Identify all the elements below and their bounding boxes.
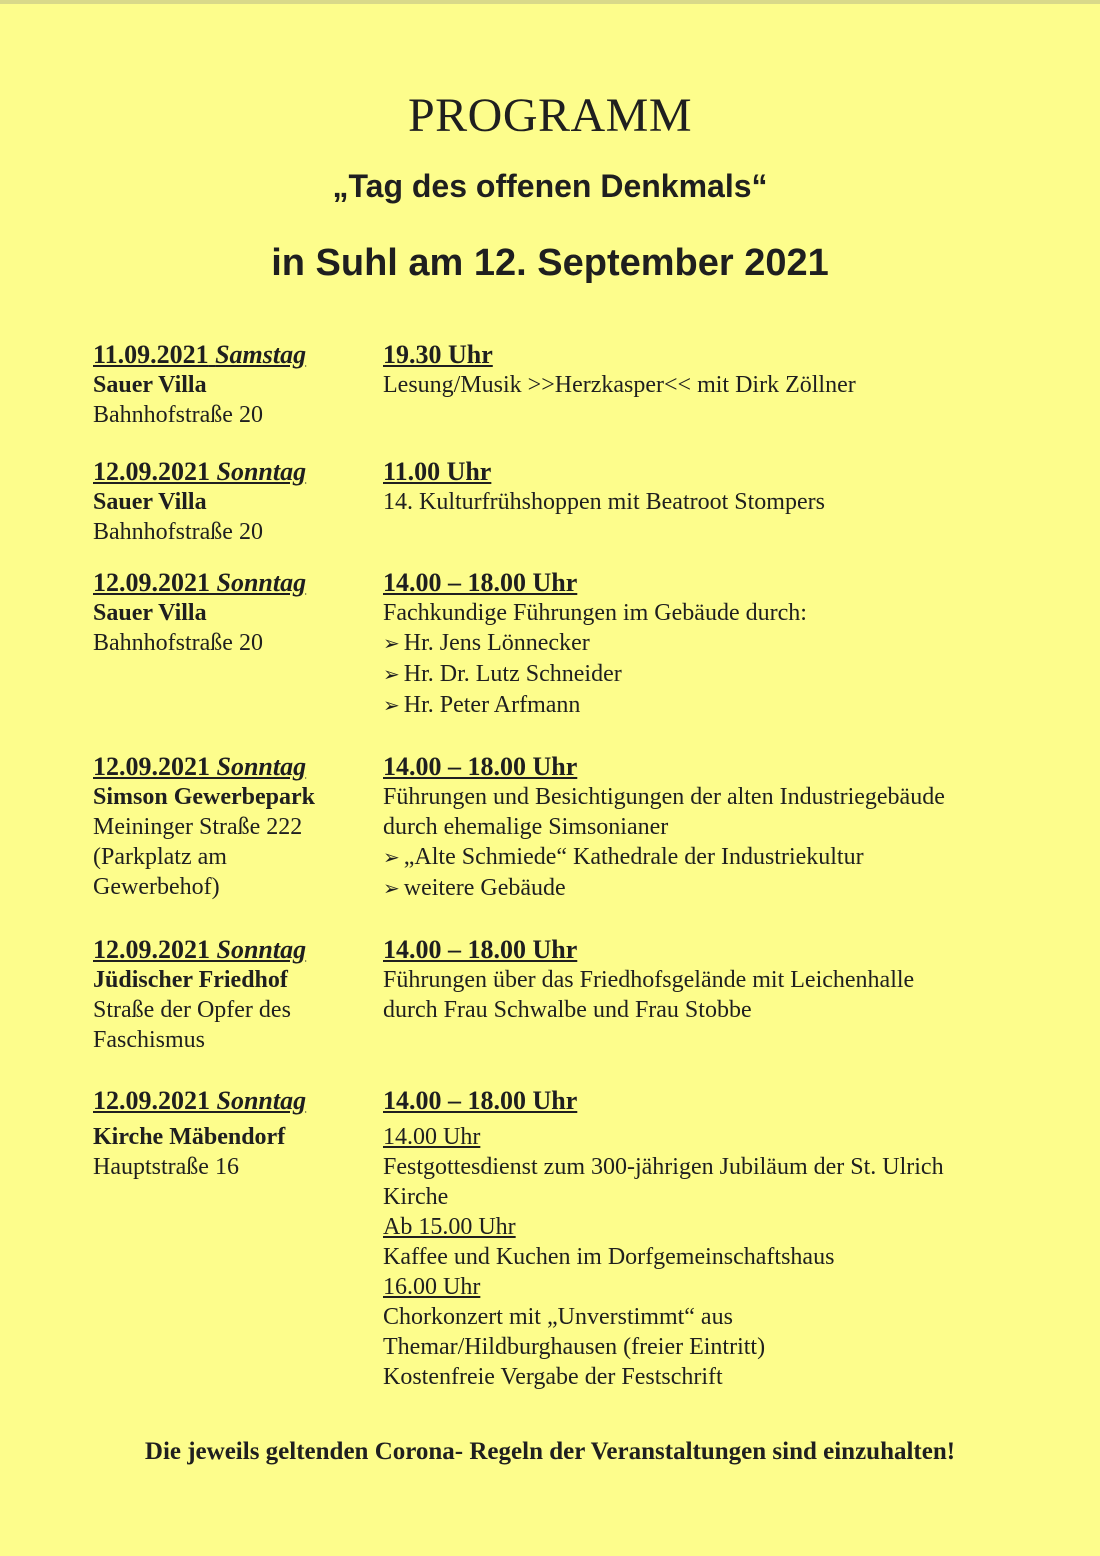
entry-location	[93, 752, 373, 902]
entry-day: Sonntag	[216, 752, 307, 781]
entry-detail: Lesung/Musik >>Herzkasper<< mit Dirk Zöllner	[383, 372, 856, 398]
entry-day: Sonntag	[216, 1086, 307, 1115]
entry-address: Hauptstraße 16	[93, 1154, 239, 1180]
bullet-item: ➢ Hr. Peter Arfmann	[383, 690, 1083, 721]
entry-day: Sonntag	[216, 935, 307, 964]
entry-detail: 14. Kulturfrühshoppen mit Beatroot Stompers	[383, 489, 825, 515]
event-subtitle: „Tag des offenen Denkmals“	[332, 168, 768, 204]
entry-day: Sonntag	[216, 568, 307, 597]
entry-location	[93, 340, 373, 430]
entry-venue: Sauer Villa	[93, 372, 207, 398]
entry-venue: Sauer Villa	[93, 489, 207, 515]
entry-date: 11.09.2021 Samstag	[93, 340, 307, 369]
corona-notice: Die jeweils geltenden Corona- Regeln der Veranstaltungen sind einzuhalten!	[144, 1438, 956, 1465]
entry-date: 12.09.2021 Sonntag	[93, 457, 307, 486]
entry-address: Gewerbehof)	[93, 874, 220, 900]
entry-detail: Festgottesdienst zum 300-jährigen Jubiläum der St. Ulrich	[383, 1154, 944, 1180]
entry-location	[93, 1086, 373, 1182]
entry-program	[383, 752, 1083, 904]
entry-address: Bahnhofstraße 20	[93, 630, 263, 656]
page-title: PROGRAMM	[407, 89, 693, 142]
entry-date: 12.09.2021 Sonntag	[93, 1086, 307, 1115]
entry-address: Bahnhofstraße 20	[93, 519, 263, 545]
sub-time: Ab 15.00 Uhr	[383, 1214, 516, 1240]
entry-location	[93, 457, 373, 547]
entry-time: 11.00 Uhr	[383, 457, 492, 486]
entry-venue: Kirche Mäbendorf	[93, 1124, 286, 1150]
entry-time: 14.00 – 18.00 Uhr	[383, 752, 578, 781]
entry-time: 14.00 – 18.00 Uhr	[383, 935, 578, 964]
entry-day: Samstag	[215, 340, 307, 369]
entry-venue: Jüdischer Friedhof	[93, 967, 288, 993]
entry-program	[383, 457, 1083, 517]
entry-date: 12.09.2021 Sonntag	[93, 568, 307, 597]
entry-address: Meininger Straße 222	[93, 814, 303, 840]
bullet-item: ➢ weitere Gebäude	[383, 873, 1083, 904]
entry-time: 14.00 – 18.00 Uhr	[383, 1086, 578, 1115]
entry-detail: Kaffee und Kuchen im Dorfgemeinschaftshaus	[383, 1244, 835, 1270]
entry-detail: Führungen und Besichtigungen der alten Industriegebäude	[383, 784, 945, 810]
entry-address: Bahnhofstraße 20	[93, 402, 263, 428]
entry-location	[93, 935, 373, 1055]
entry-venue: Simson Gewerbepark	[93, 784, 315, 810]
entry-program	[383, 935, 1083, 1025]
event-headline: in Suhl am 12. September 2021	[271, 242, 829, 284]
entry-location	[93, 568, 373, 658]
entry-address: Straße der Opfer des	[93, 997, 291, 1023]
entry-detail: Fachkundige Führungen im Gebäude durch:	[383, 600, 807, 626]
entry-detail: Kirche	[383, 1184, 449, 1210]
bullet-item: ➢ Hr. Jens Lönnecker	[383, 628, 1083, 659]
entry-detail: Kostenfreie Vergabe der Festschrift	[383, 1364, 723, 1390]
entry-program	[383, 1086, 1083, 1392]
entry-program	[383, 568, 1083, 721]
entry-detail: Führungen über das Friedhofsgelände mit Leichenhalle	[383, 967, 915, 993]
entry-time: 14.00 – 18.00 Uhr	[383, 568, 578, 597]
entry-address: Faschismus	[93, 1027, 206, 1053]
entry-day: Sonntag	[216, 457, 307, 486]
entry-date: 12.09.2021 Sonntag	[93, 935, 307, 964]
entry-detail: durch Frau Schwalbe und Frau Stobbe	[383, 997, 752, 1023]
entry-time: 19.30 Uhr	[383, 340, 493, 369]
entry-program	[383, 340, 1083, 400]
entry-detail: Themar/Hildburghausen (freier Eintritt)	[383, 1334, 766, 1360]
bullet-item: ➢ „Alte Schmiede“ Kathedrale der Industriekultur	[383, 842, 1083, 873]
entry-date: 12.09.2021 Sonntag	[93, 752, 307, 781]
sub-time: 14.00 Uhr	[383, 1124, 481, 1150]
bullet-item: ➢ Hr. Dr. Lutz Schneider	[383, 659, 1083, 690]
entry-detail: durch ehemalige Simsonianer	[383, 814, 669, 840]
page-top-border	[0, 0, 1100, 4]
sub-time: 16.00 Uhr	[383, 1274, 481, 1300]
entry-address: (Parkplatz am	[93, 844, 227, 870]
entry-venue: Sauer Villa	[93, 600, 207, 626]
entry-detail: Chorkonzert mit „Unverstimmt“ aus	[383, 1304, 733, 1330]
